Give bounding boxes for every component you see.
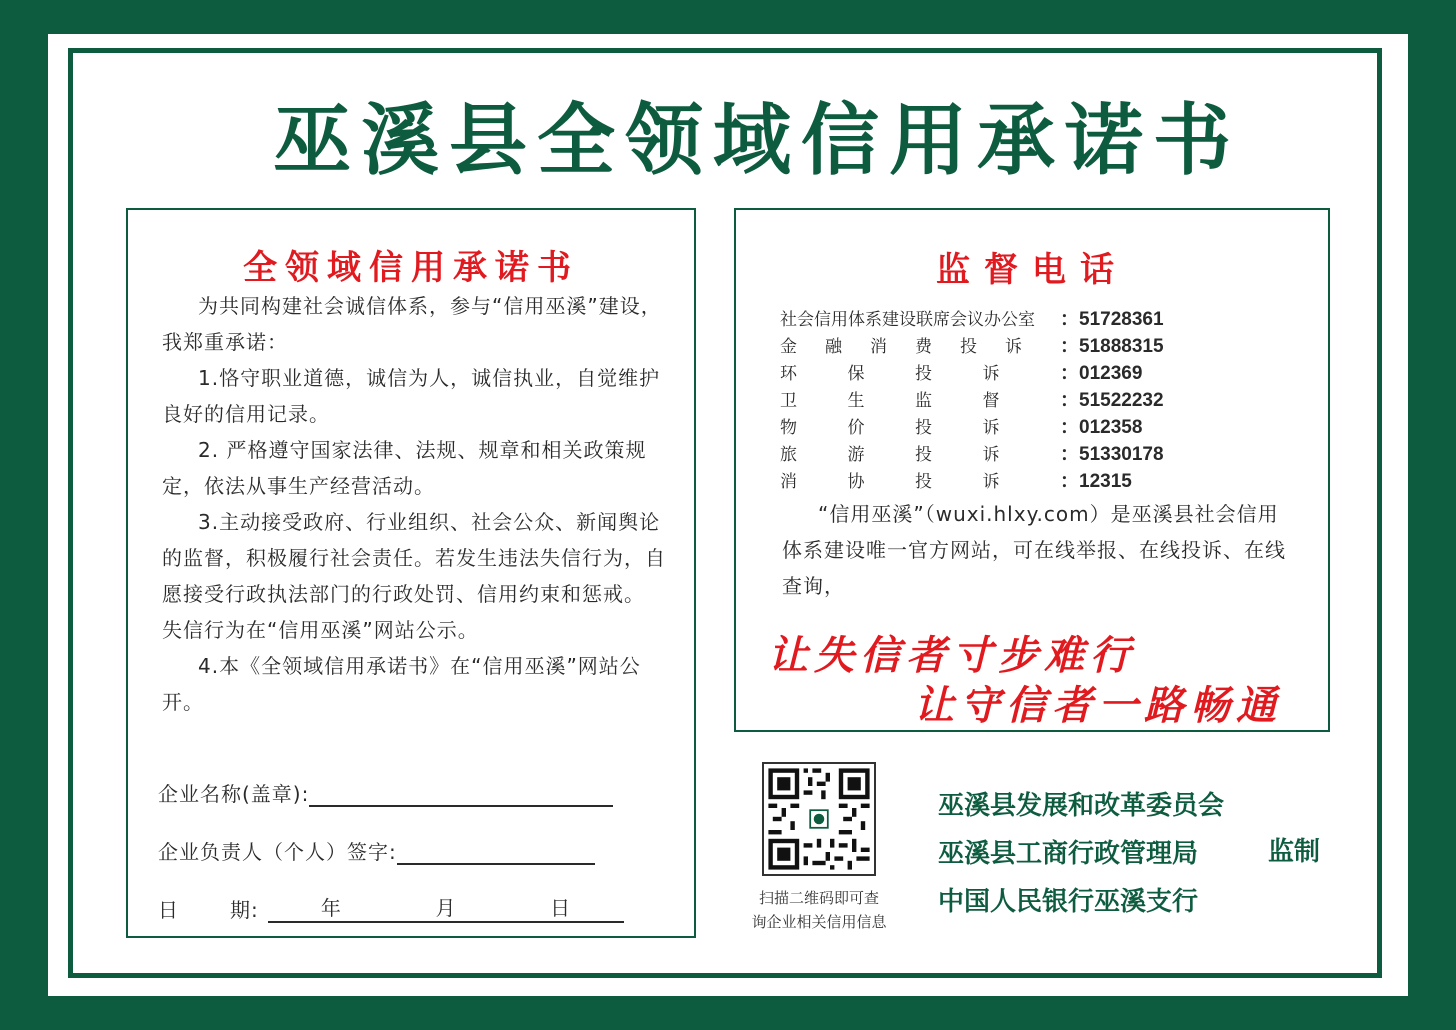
- hotline-label-char: 诉: [982, 472, 1000, 492]
- signature-row: [158, 836, 595, 865]
- hotline-label-char: 诉: [982, 418, 1000, 438]
- month-label: 月: [435, 896, 457, 920]
- company-name-line[interactable]: [309, 781, 613, 807]
- company-name-label: 企业名称(盖章):: [158, 782, 310, 806]
- hotline-label: [780, 304, 1060, 331]
- hotline-number-value: 51728361: [1079, 309, 1164, 330]
- qr-code-image: [764, 764, 874, 874]
- hotline-label-char: 物: [780, 418, 797, 438]
- supervise-label: 监制: [1268, 837, 1321, 867]
- pledge-intro: 为共同构建社会诚信体系，参与“信用巫溪”建设，我郑重承诺：: [162, 294, 662, 354]
- hotline-number: ：12315: [1060, 471, 1132, 492]
- day-label: 日: [550, 896, 572, 920]
- hotline-label-char: 督: [982, 391, 1000, 411]
- hotline-panel: [734, 208, 1330, 732]
- website-text: “信用巫溪”（wuxi.hlxy.com）是巫溪县社会信用体系建设唯一官方网站，可在线举报、在线投诉、在线查询，: [782, 502, 1286, 598]
- pledge-body: [162, 288, 666, 720]
- organization-name: 中国人民银行巫溪支行: [938, 887, 1199, 917]
- pledge-panel: [126, 208, 696, 938]
- slogan-2: 让守信者一路畅通: [914, 682, 1282, 729]
- pledge-item: 4.本《全领域信用承诺书》在“信用巫溪”网站公开。: [162, 654, 641, 714]
- signature-label: 企业负责人（个人）签字:: [158, 840, 397, 864]
- pledge-item: 1.恪守职业道德，诚信为人，诚信执业，自觉维护良好的信用记录。: [162, 366, 661, 426]
- hotline-label-char: 消: [870, 337, 887, 357]
- hotline-label-char: 融: [825, 337, 842, 357]
- hotline-number: ：51330178: [1060, 444, 1164, 465]
- hotline-table: [780, 304, 1260, 493]
- hotline-label-char: 生: [847, 391, 865, 411]
- hotline-number-value: 51330178: [1079, 444, 1164, 465]
- page-title: 巫溪县全领域信用承诺书: [272, 96, 1241, 186]
- year-label: 年: [320, 896, 342, 920]
- date-label-2: 期:: [230, 898, 259, 922]
- hotline-label-char: 投: [960, 337, 977, 357]
- hotline-row: [780, 358, 1260, 385]
- hotline-row: [780, 466, 1260, 493]
- signature-line[interactable]: [397, 839, 595, 865]
- hotline-number: ：012369: [1060, 363, 1143, 384]
- hotline-number: ：51522232: [1060, 390, 1164, 411]
- hotline-row: [780, 385, 1260, 412]
- hotline-label-char: 诉: [982, 364, 1000, 384]
- hotline-label-char: 社会信用体系建设联席会议办公室: [780, 310, 1035, 330]
- slogan-1: 让失信者寸步难行: [768, 632, 1136, 679]
- hotline-label-char: 费: [915, 337, 932, 357]
- hotline-number-value: 012358: [1079, 417, 1143, 438]
- hotline-label: [780, 358, 1060, 385]
- hotline-label: [780, 466, 1060, 493]
- company-name-row: [158, 778, 613, 807]
- hotline-label-char: 诉: [982, 445, 1000, 465]
- qr-code: [762, 762, 876, 876]
- hotline-heading: 监督电话: [936, 250, 1128, 290]
- qr-caption-line-2: 询企业相关信用信息: [751, 913, 887, 931]
- pledge-heading: 全领域信用承诺书: [243, 248, 579, 288]
- hotline-label-char: 投: [915, 472, 932, 492]
- hotline-label-char: 诉: [1005, 337, 1022, 357]
- hotline-label-char: 价: [847, 418, 865, 438]
- hotline-label-char: 监: [915, 391, 932, 411]
- hotline-label-char: 游: [847, 445, 865, 465]
- hotline-label: [780, 439, 1060, 466]
- organization-list: [938, 782, 1224, 926]
- pledge-item: 2. 严格遵守国家法律、法规、规章和相关政策规定，依法从事生产经营活动。: [162, 438, 647, 498]
- hotline-number-value: 51888315: [1079, 336, 1164, 357]
- hotline-row: [780, 439, 1260, 466]
- qr-caption: [734, 886, 904, 934]
- date-line[interactable]: [268, 892, 624, 923]
- hotline-label-char: 消: [780, 472, 797, 492]
- hotline-row: [780, 304, 1260, 331]
- hotline-number-value: 12315: [1079, 471, 1132, 492]
- hotline-label: [780, 331, 1060, 358]
- hotline-label-char: 投: [915, 364, 932, 384]
- date-row: [158, 892, 624, 923]
- hotline-number: ：012358: [1060, 417, 1143, 438]
- hotline-label-char: 投: [915, 418, 932, 438]
- website-description: [782, 496, 1294, 604]
- hotline-label-char: 环: [780, 364, 797, 384]
- hotline-label: [780, 385, 1060, 412]
- hotline-number: ：51888315: [1060, 336, 1164, 357]
- qr-caption-line-1: 扫描二维码即可查: [758, 889, 879, 907]
- hotline-number-value: 012369: [1079, 363, 1143, 384]
- hotline-number: ：51728361: [1060, 309, 1164, 330]
- hotline-label-char: 协: [847, 472, 865, 492]
- date-label-1: 日: [158, 898, 179, 922]
- hotline-row: [780, 412, 1260, 439]
- hotline-label-char: 旅: [780, 445, 797, 465]
- hotline-number-value: 51522232: [1079, 390, 1164, 411]
- organization-name: 巫溪县工商行政管理局: [938, 839, 1199, 869]
- pledge-item: 3.主动接受政府、行业组织、社会公众、新闻舆论的监督，积极履行社会责任。若发生违法失信行为，自愿接受行政执法部门的行政处罚、信用约束和惩戒。 失信行为在“信用巫溪”网站公示。: [162, 510, 666, 642]
- hotline-row: [780, 331, 1260, 358]
- organization-name: 巫溪县发展和改革委员会: [938, 791, 1225, 821]
- hotline-label-char: 保: [847, 364, 865, 384]
- hotline-label-char: 金: [780, 337, 797, 357]
- hotline-label-char: 投: [915, 445, 932, 465]
- hotline-label: [780, 412, 1060, 439]
- hotline-label-char: 卫: [780, 391, 797, 411]
